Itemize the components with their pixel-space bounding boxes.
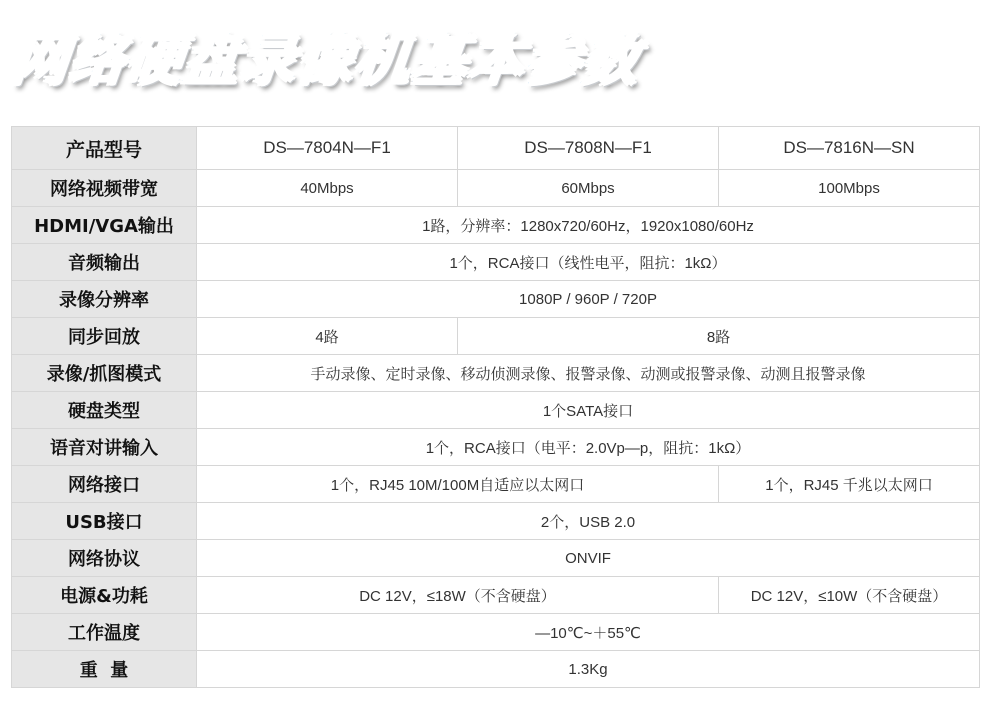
value-cell: 1个，RJ45 10M/100M自适应以太网口 xyxy=(197,466,719,503)
value-cell: 40Mbps xyxy=(197,170,458,207)
row-hdmi-vga xyxy=(12,207,980,244)
row-label: 同步回放 xyxy=(12,318,197,355)
model-cell: DS—7816N—SN xyxy=(719,127,980,170)
row-label: 音频输出 xyxy=(12,244,197,281)
value-cell: —10℃~＋55℃ xyxy=(197,614,980,651)
value-cell: 1080P / 960P / 720P xyxy=(197,281,980,318)
row-audio-out xyxy=(12,244,980,281)
value-cell: 1个，RJ45 千兆以太网口 xyxy=(719,466,980,503)
value-cell: 4路 xyxy=(197,318,458,355)
value-cell: ONVIF xyxy=(197,540,980,577)
value-cell: 1个SATA接口 xyxy=(197,392,980,429)
row-label: 产品型号 xyxy=(12,127,197,170)
row-label: 重 量 xyxy=(12,651,197,688)
row-label: HDMI/VGA输出 xyxy=(12,207,197,244)
row-label: USB接口 xyxy=(12,503,197,540)
model-cell: DS—7808N—F1 xyxy=(458,127,719,170)
row-label: 网络视频带宽 xyxy=(12,170,197,207)
row-intercom-in xyxy=(12,429,980,466)
row-bandwidth xyxy=(12,170,980,207)
row-label: 网络协议 xyxy=(12,540,197,577)
row-label: 网络接口 xyxy=(12,466,197,503)
row-hdd-type xyxy=(12,392,980,429)
row-temperature xyxy=(12,614,980,651)
value-cell: 1个，RCA接口（电平：2.0Vp—p，阻抗：1kΩ） xyxy=(197,429,980,466)
page-title-text: 网络硬盘录像机基本参数 xyxy=(8,28,643,93)
row-label: 录像/抓图模式 xyxy=(12,355,197,392)
value-cell: 60Mbps xyxy=(458,170,719,207)
row-label: 录像分辨率 xyxy=(12,281,197,318)
row-usb xyxy=(12,503,980,540)
row-label: 工作温度 xyxy=(12,614,197,651)
value-cell: 2个，USB 2.0 xyxy=(197,503,980,540)
row-power xyxy=(12,577,980,614)
value-cell: 1.3Kg xyxy=(197,651,980,688)
row-label: 电源&功耗 xyxy=(12,577,197,614)
row-label: 硬盘类型 xyxy=(12,392,197,429)
row-network-port xyxy=(12,466,980,503)
value-cell: 100Mbps xyxy=(719,170,980,207)
row-label: 语音对讲输入 xyxy=(12,429,197,466)
model-cell: DS—7804N—F1 xyxy=(197,127,458,170)
title-banner xyxy=(0,0,990,122)
value-cell: DC 12V，≤18W（不含硬盘） xyxy=(197,577,719,614)
row-weight xyxy=(12,651,980,688)
value-cell: DC 12V，≤10W（不含硬盘） xyxy=(719,577,980,614)
page-title xyxy=(7,16,643,106)
row-model xyxy=(12,127,980,170)
value-cell: 手动录像、定时录像、移动侦测录像、报警录像、动测或报警录像、动测且报警录像 xyxy=(197,355,980,392)
row-protocol xyxy=(12,540,980,577)
row-sync-playback xyxy=(12,318,980,355)
row-rec-resolution xyxy=(12,281,980,318)
value-cell: 8路 xyxy=(458,318,980,355)
spec-table xyxy=(11,126,980,688)
value-cell: 1路，分辨率：1280x720/60Hz，1920x1080/60Hz xyxy=(197,207,980,244)
value-cell: 1个，RCA接口（线性电平，阻抗：1kΩ） xyxy=(197,244,980,281)
row-rec-mode xyxy=(12,355,980,392)
